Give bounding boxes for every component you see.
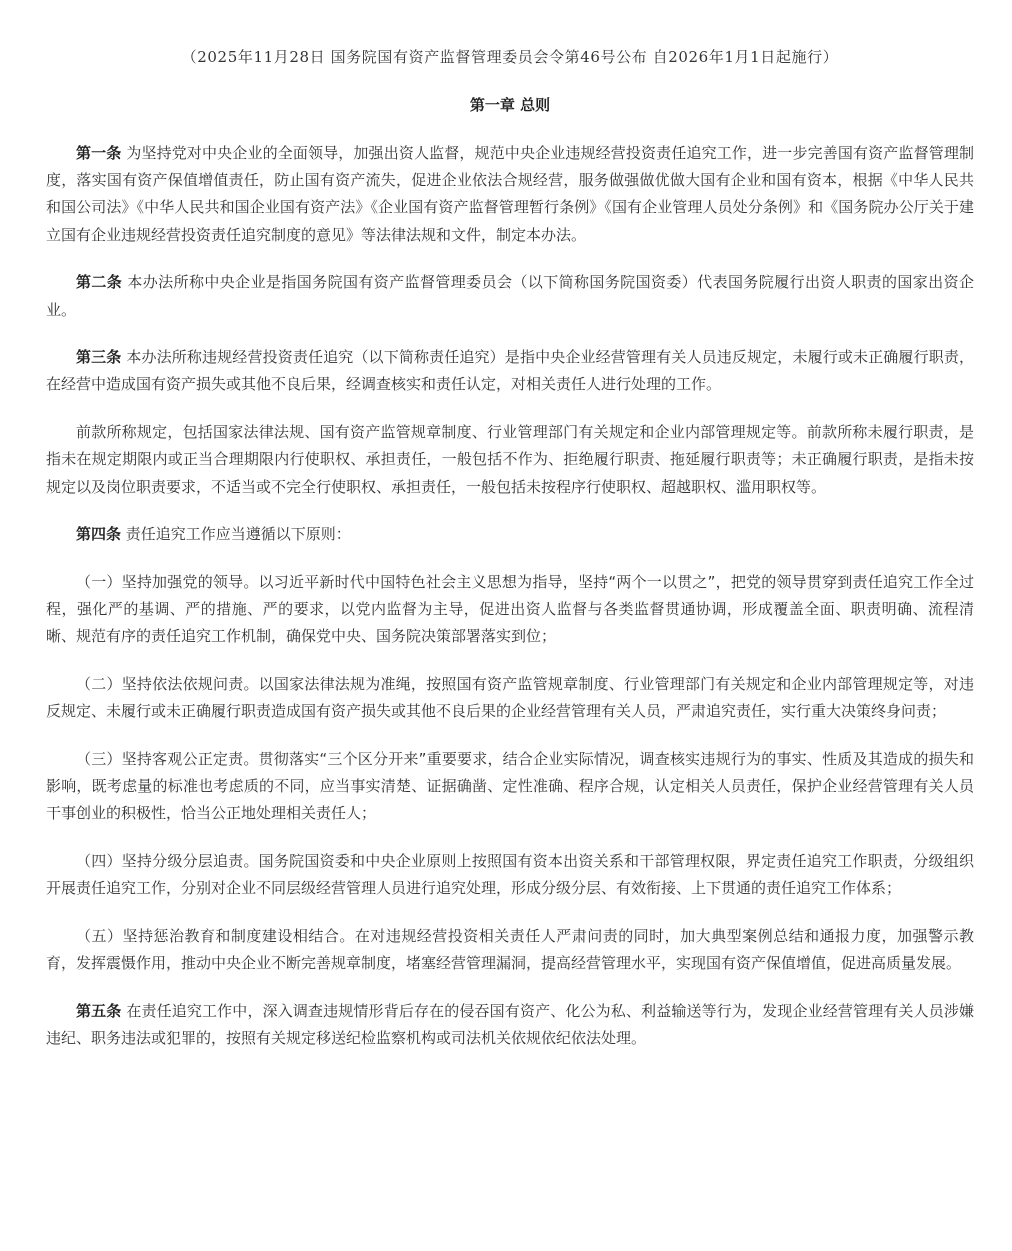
principle-number: （二） xyxy=(76,675,122,694)
article-text: 本办法所称中央企业是指国务院国有资产监督管理委员会（以下简称国务院国资委）代表国务院履行出资人职责的国家出资企业。 xyxy=(46,273,974,319)
principle-text: 坚持依法依规问责。以国家法律法规为准绳，按照国有资产监管规章制度、行业管理部门有关规定和企业内部管理规定等，对违反规定、未履行或未正确履行职责造成国有资产损失或其他不良后果的企业经营管理有关人员，严肃追究责任，实行重大决策终身问责； xyxy=(46,675,974,721)
principle-2 xyxy=(46,671,974,725)
principle-5 xyxy=(46,923,974,977)
article-1 xyxy=(46,140,974,249)
principle-3 xyxy=(46,746,974,828)
principle-number: （四） xyxy=(76,852,122,871)
article-4 xyxy=(46,521,974,548)
article-2 xyxy=(46,269,974,323)
principle-4 xyxy=(46,848,974,902)
article-number: 第三条 xyxy=(76,348,122,367)
article-text: 在责任追究工作中，深入调查违规情形背后存在的侵吞国有资产、化公为私、利益输送等行为，发现企业经营管理有关人员涉嫌违纪、职务违法或犯罪的，按照有关规定移送纪检监察机构或司法机关依规依纪依法处理。 xyxy=(46,1001,974,1048)
principle-1 xyxy=(46,569,974,651)
chapter-title: 第一章 总则 xyxy=(469,96,551,114)
principle-number: （三） xyxy=(76,749,122,768)
article-text: 为坚持党对中央企业的全面领导，加强出资人监督，规范中央企业违规经营投资责任追究工作，进一步完善国有资产监督管理制度，落实国有资产保值增值责任，防止国有资产流失，促进企业依法合规经营，服务做强做优做大国有企业和国有资本，根据《中华人民共和国公司法》《中华人民共和国企业国有资产法》《企业国有资产监督管理暂行条例》《国有企业管理人员处分条例》和《国务院办公厅关于建立国有企业违规经营投资责任追究制度的意见》等法律法规和文件，制定本办法。 xyxy=(46,144,974,244)
principle-text: 坚持分级分层追责。国务院国资委和中央企业原则上按照国有资本出资关系和干部管理权限，界定责任追究工作职责，分级组织开展责任追究工作，分别对企业不同层级经营管理人员进行追究处理，形成分级分层、有效衔接、上下贯通的责任追究工作体系； xyxy=(46,852,974,898)
principle-text: 坚持惩治教育和制度建设相结合。在对违规经营投资相关责任人严肃问责的同时，加大典型案例总结和通报力度，加强警示教育，发挥震慑作用，推动中央企业不断完善规章制度，堵塞经营管理漏洞，提高经营管理水平，实现国有资产保值增值，促进高质量发展。 xyxy=(46,926,974,973)
article-number: 第五条 xyxy=(76,1001,122,1020)
article-5 xyxy=(46,998,974,1052)
article-3-paragraph-2 xyxy=(46,419,974,501)
article-3 xyxy=(46,344,974,398)
promulgation-note: （2025年11月28日 国务院国有资产监督管理委员会令第46号公布 自2026年1月1日起施行） xyxy=(181,48,839,66)
principle-text: 坚持加强党的领导。以习近平新时代中国特色社会主义思想为指导，坚持“两个一以贯之”，把党的领导贯穿到责任追究工作全过程，强化严的基调、严的措施、严的要求，以党内监督为主导，促进出资人监督与各类监督贯通协调，形成覆盖全面、职责明确、流程清晰、规范有序的责任追究工作机制，确保党中央、国务院决策部署落实到位； xyxy=(46,572,974,646)
principle-text: 坚持客观公正定责。贯彻落实“三个区分开来”重要要求，结合企业实际情况，调查核实违规行为的事实、性质及其造成的损失和影响，既考虑量的标准也考虑质的不同，应当事实清楚、证据确凿、定性准确、程序合规，认定相关人员责任，保护企业经营管理有关人员干事创业的积极性，恰当公正地处理相关责任人； xyxy=(46,749,974,823)
principle-number: （五） xyxy=(76,926,123,945)
article-number: 第四条 xyxy=(76,525,122,544)
article-text: 本办法所称违规经营投资责任追究（以下简称责任追究）是指中央企业经营管理有关人员违反规定，未履行或未正确履行职责，在经营中造成国有资产损失或其他不良后果，经调查核实和责任认定，对相关责任人进行处理的工作。 xyxy=(46,348,974,394)
article-text: 责任追究工作应当遵循以下原则： xyxy=(121,525,351,544)
article-number: 第二条 xyxy=(76,273,123,292)
article-text: 前款所称规定，包括国家法律法规、国有资产监管规章制度、行业管理部门有关规定和企业内部管理规定等。前款所称未履行职责，是指未在规定期限内或正当合理期限内行使职权、承担责任，一般包括不作为、拒绝履行职责、拖延履行职责等；未正确履行职责，是指未按规定以及岗位职责要求，不适当或不完全行使职权、承担责任，一般包括未按程序行使职权、超越职权、滥用职权等。 xyxy=(46,423,974,496)
principle-number: （一） xyxy=(76,572,122,591)
article-number: 第一条 xyxy=(76,144,122,162)
